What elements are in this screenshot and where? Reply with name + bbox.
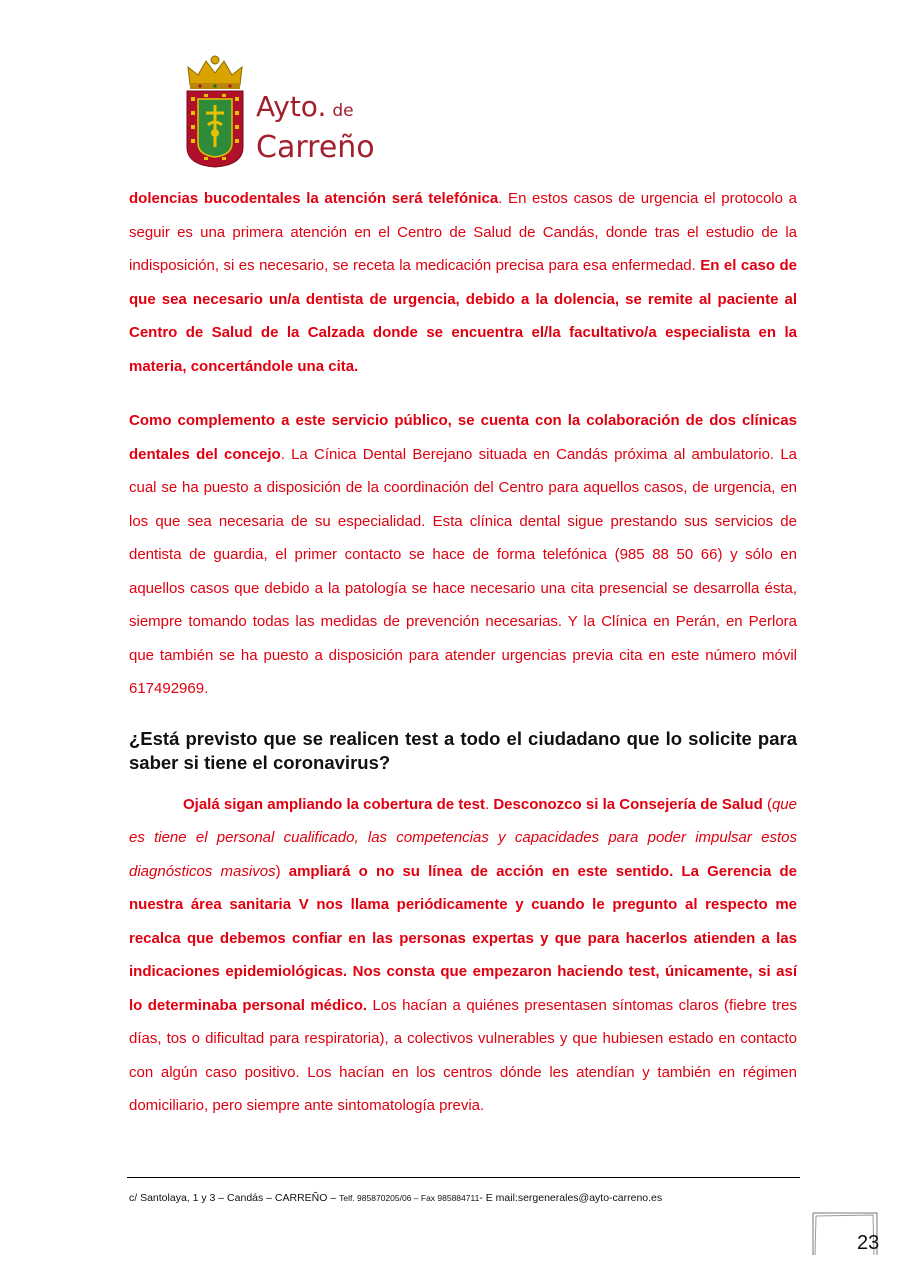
logo-carreno-text: Carreño: [256, 130, 375, 165]
coat-of-arms-icon: [184, 55, 246, 170]
spacer: [129, 383, 797, 404]
paragraph-text: Ojalá sigan ampliando la cobertura de test: [183, 795, 485, 813]
logo-title: [256, 90, 354, 123]
document-body: [129, 182, 797, 1123]
footer-divider: [127, 1177, 800, 1178]
paragraph-text: que es tiene el personal cualificado, las competencias y capacidades para poder impulsar estos diagnósticos masivos: [129, 795, 797, 880]
paragraph-dental-clinics: [129, 404, 797, 706]
paragraph-text: dolencias bucodentales la atención será telefónica: [129, 190, 499, 207]
paragraph-text: ): [275, 862, 289, 880]
logo-de-text: de: [332, 101, 354, 121]
paragraph-text: Como complemento a este servicio público, se cuenta con la colaboración de dos clínicas dentales del concejo: [129, 412, 797, 463]
question-heading: ¿Está previsto que se realicen test a todo el ciudadano que lo solicite para saber si tiene el coronavirus?: [129, 727, 797, 773]
ayuntamiento-logo: [184, 55, 394, 170]
paragraph-text: Los hacían a quiénes presentasen síntomas claros (fiebre tres días, tos o dificultad para respiratoria), a colectivos vulnerables y que hubiesen estado en contacto con algún caso positivo. Los hacían en los centros dónde les atendían y también en régimen domiciliario, pero siempre ante sintomatología previa.: [129, 996, 797, 1114]
footer-phones-text: Telf. 985870205/06 – Fax 985884711: [339, 1193, 480, 1203]
paragraph-text: (: [762, 795, 772, 813]
footer-address-text: c/ Santolaya, 1 y 3 – Candás – CARREÑO –: [129, 1192, 340, 1204]
paragraph-text: Desconozco si la Consejería de Salud: [493, 795, 763, 813]
paragraph-text: ampliará o no su línea de acción en este sentido. La Gerencia de nuestra área sanitaria V nos llama periódicamente y cuando le pregunto al respecto me recalca que debemos confiar en las personas expertas y que para hacerlos atienden a las indicaciones epidemiológicas. Nos consta que empezaron haciendo test, únicamente, si así lo determinaba personal médico.: [129, 862, 797, 1014]
footer-email-text: - E mail:sergenerales@ayto-carreno.es: [479, 1192, 663, 1204]
paragraph-test-answer: [129, 788, 797, 1123]
paragraph-dental-care: [129, 182, 797, 383]
paragraph-text: . En estos casos de urgencia el protocolo a seguir es una primera atención en el Centro de Salud de Candás, donde tras el estudio de la indisposición, si es necesario, se receta la medicación precisa para esa enfermedad.: [129, 190, 797, 274]
logo-ayto-text: Ayto.: [256, 90, 327, 123]
paragraph-text: . La Cínica Dental Berejano situada en Candás próxima al ambulatorio. La cual se ha puesto a disposición de la coordinación del Centro para aquellos casos, de urgencia, en los que sea necesaria de su especialidad. Esta clínica dental sigue prestando sus servicios de dentista de guardia, el primer contacto se hace de forma telefónica (985 88 50 66) y sólo en aquellos casos que debido a la patología se hace necesario una cita presencial se desarrolla ésta, siempre tomando todas las medidas de prevención necesarias. Y la Clínica en Perán, en Perlora que también se ha puesto a disposición para atender urgencias previa cita en este número móvil 617492969.: [129, 445, 798, 697]
footer-address: [129, 1192, 662, 1204]
paragraph-text: .: [484, 795, 494, 813]
paragraph-text: En el caso de que sea necesario un/a dentista de urgencia, debido a la dolencia, se remite al paciente al Centro de Salud de la Calzada donde se encuentra el/la facultativo/a especialista en la materia, concertándole una cita.: [129, 257, 798, 375]
page-number: 23: [857, 1232, 880, 1254]
